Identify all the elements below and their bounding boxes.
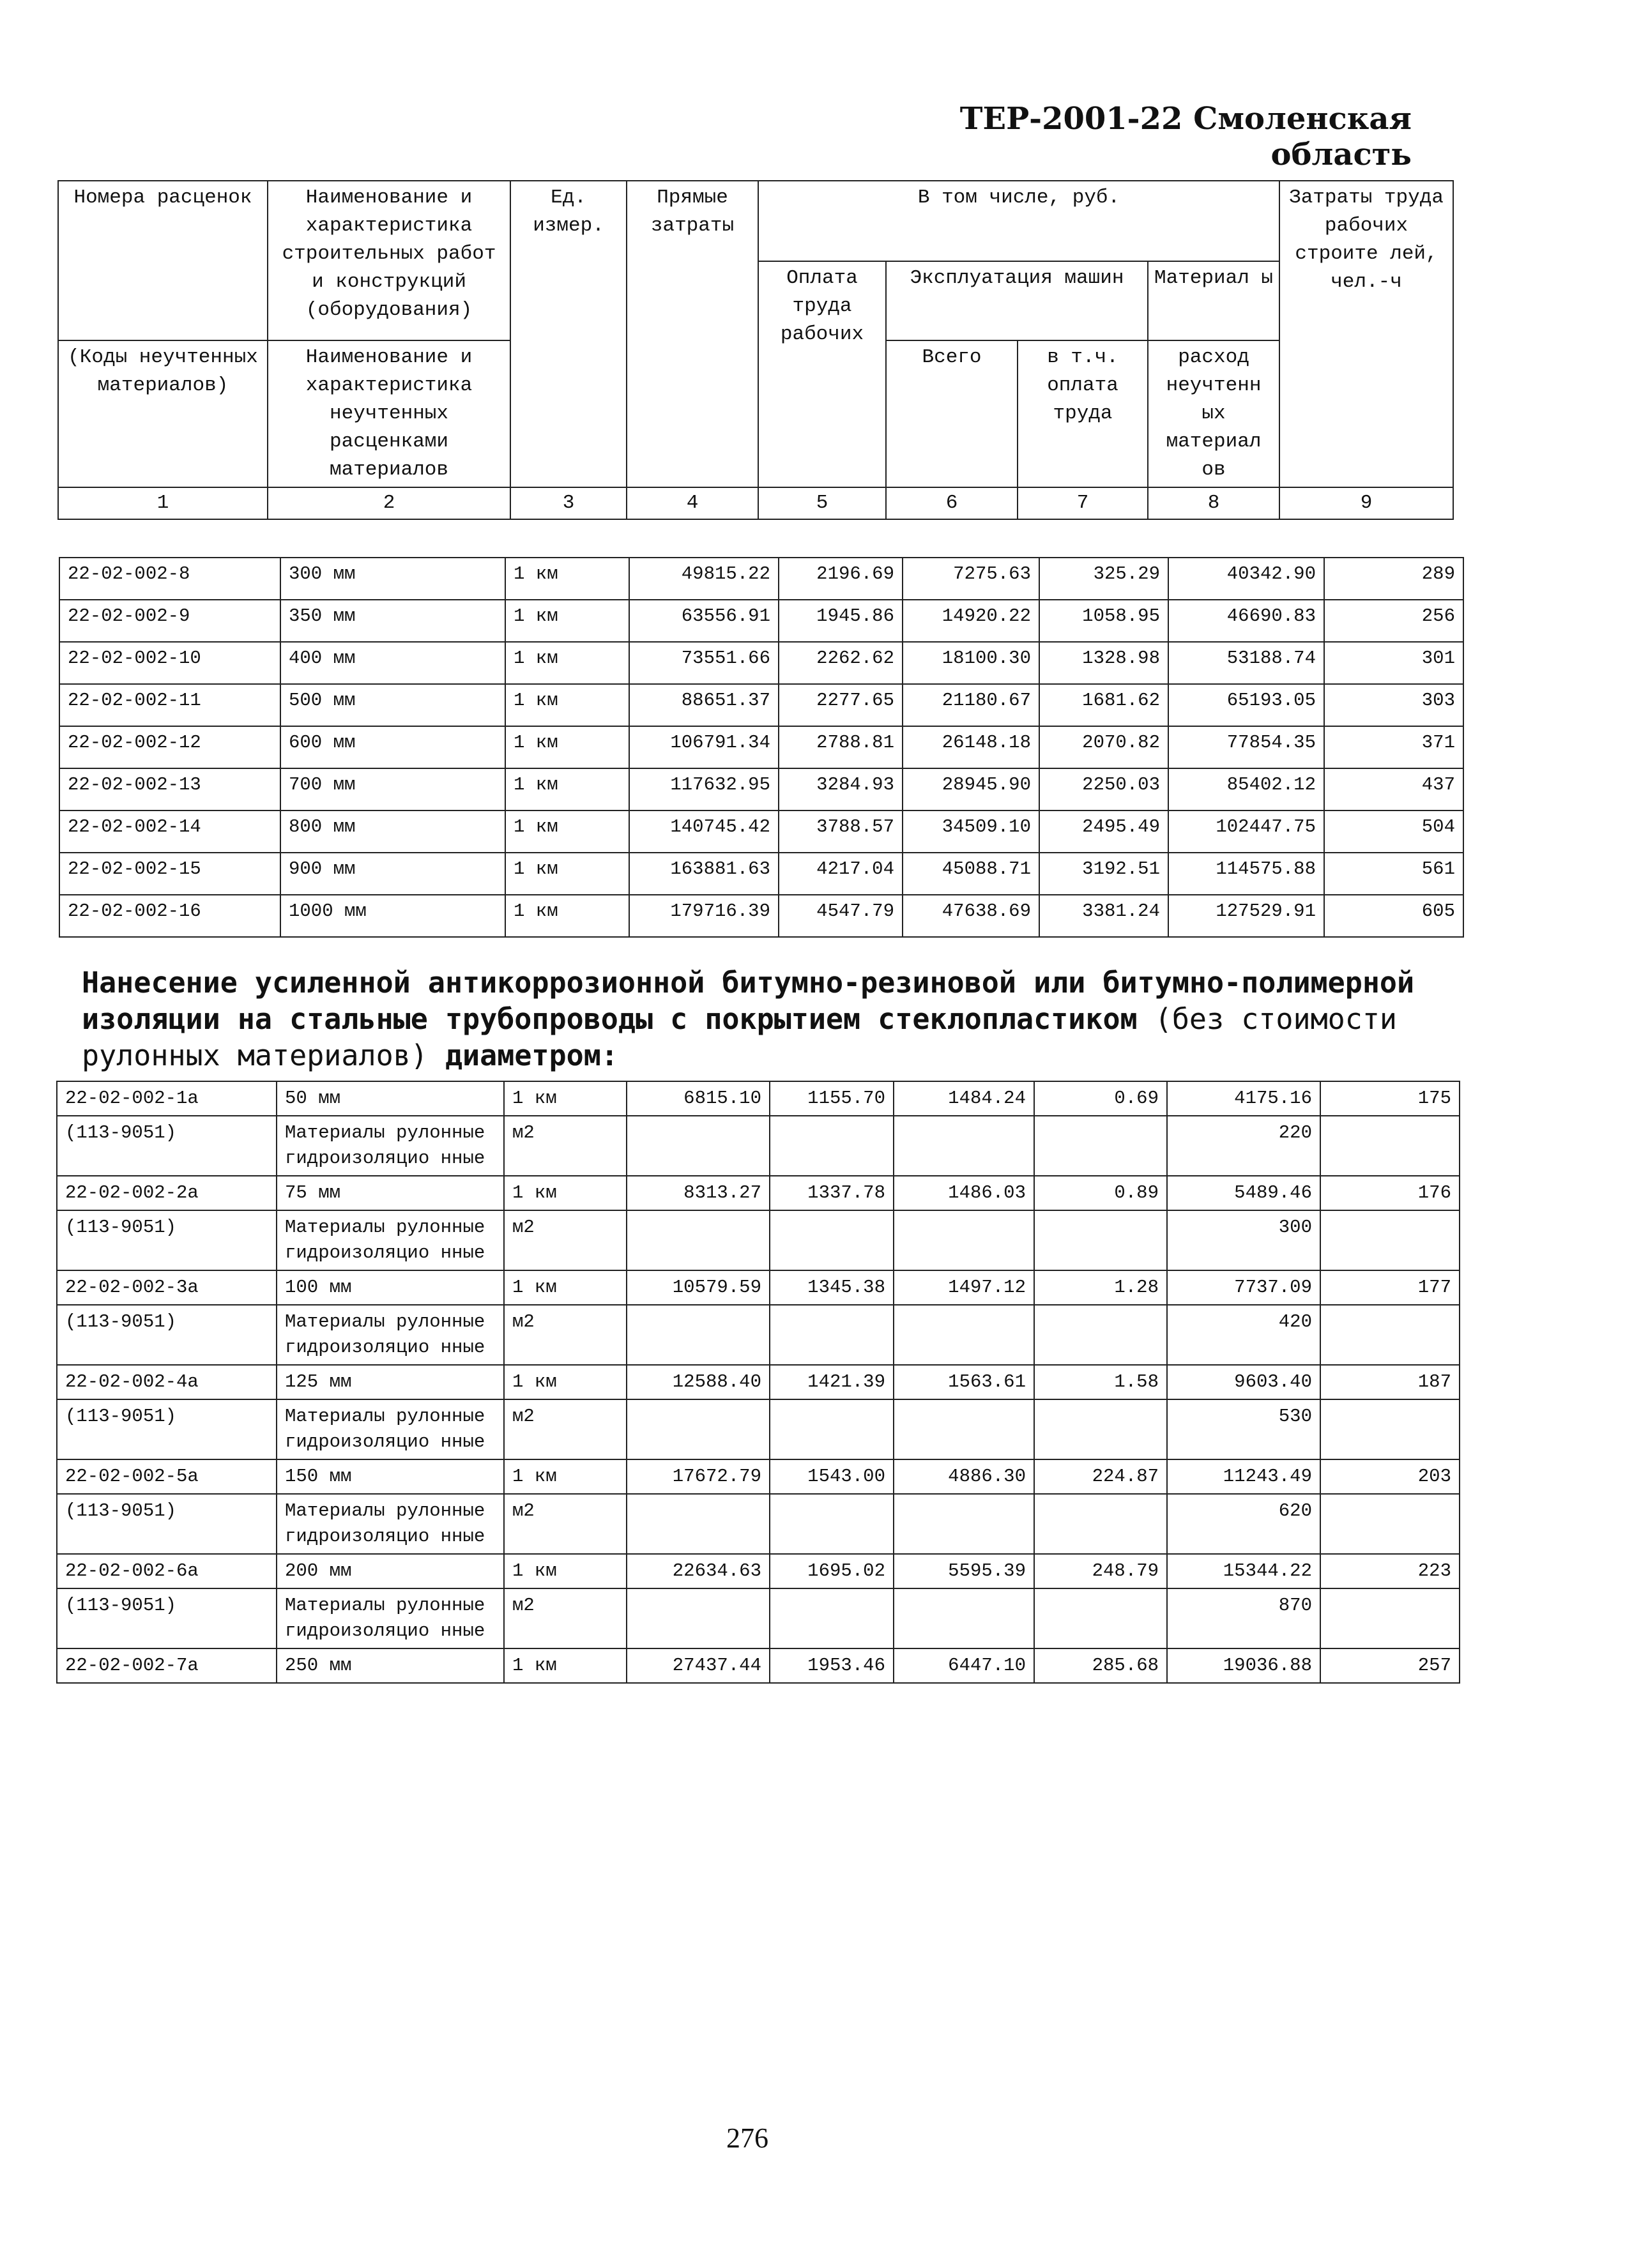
cell-name: 350 мм	[280, 600, 505, 642]
cell-labor-hours: 256	[1324, 600, 1463, 642]
cell-worker-pay	[770, 1210, 894, 1270]
cell-materials: 85402.12	[1168, 768, 1324, 811]
cell-unit: 1 км	[505, 684, 629, 726]
table-row	[59, 726, 1463, 768]
cell-direct-costs: 17672.79	[627, 1459, 770, 1494]
column-number: 4	[627, 487, 758, 519]
cell-materials: 4175.16	[1167, 1081, 1320, 1116]
cell-direct-costs: 63556.91	[629, 600, 779, 642]
cell-name: Материалы рулонные гидроизоляцио нные	[277, 1305, 504, 1365]
cell-labor-hours: 437	[1324, 768, 1463, 811]
cell-unit: м2	[504, 1588, 627, 1648]
cell-direct-costs: 8313.27	[627, 1176, 770, 1210]
cell-materials: 15344.22	[1167, 1554, 1320, 1588]
cell-machines-total: 34509.10	[903, 811, 1039, 853]
cell-worker-pay: 2196.69	[779, 558, 903, 600]
cell-machines-labor: 1328.98	[1039, 642, 1168, 684]
cell-unit: 1 км	[505, 895, 629, 937]
cell-worker-pay: 2277.65	[779, 684, 903, 726]
column-number: 7	[1018, 487, 1148, 519]
cell-unit: 1 км	[504, 1554, 627, 1588]
cell-direct-costs: 179716.39	[629, 895, 779, 937]
cell-machines-labor: 224.87	[1034, 1459, 1167, 1494]
cell-unit: 1 км	[504, 1081, 627, 1116]
cell-labor-hours: 175	[1320, 1081, 1460, 1116]
column-number: 9	[1279, 487, 1453, 519]
table-row	[57, 1494, 1460, 1554]
cell-machines-total: 45088.71	[903, 853, 1039, 895]
cell-labor-hours: 289	[1324, 558, 1463, 600]
cell-materials: 420	[1167, 1305, 1320, 1365]
cell-machines-labor: 3381.24	[1039, 895, 1168, 937]
cell-machines-total: 6447.10	[894, 1648, 1034, 1683]
cell-unit: 1 км	[504, 1270, 627, 1305]
column-number: 5	[758, 487, 886, 519]
cell-name: 800 мм	[280, 811, 505, 853]
cell-direct-costs: 73551.66	[629, 642, 779, 684]
cell-labor-hours: 176	[1320, 1176, 1460, 1210]
cell-direct-costs	[627, 1588, 770, 1648]
cell-direct-costs: 6815.10	[627, 1081, 770, 1116]
cell-code: 22-02-002-2а	[57, 1176, 277, 1210]
column-number: 3	[510, 487, 627, 519]
cell-name: Материалы рулонные гидроизоляцио нные	[277, 1494, 504, 1554]
cell-machines-total: 26148.18	[903, 726, 1039, 768]
cell-machines-labor	[1034, 1494, 1167, 1554]
cell-machines-total	[894, 1588, 1034, 1648]
column-number: 8	[1148, 487, 1279, 519]
cell-unit: 1 км	[504, 1648, 627, 1683]
table-row	[59, 895, 1463, 937]
cell-machines-total: 18100.30	[903, 642, 1039, 684]
cell-code: 22-02-002-15	[59, 853, 280, 895]
header-machines-total: Всего	[886, 340, 1018, 487]
header-machines-labor: в т.ч. оплата труда	[1018, 340, 1148, 487]
cell-direct-costs: 12588.40	[627, 1365, 770, 1399]
cell-materials: 870	[1167, 1588, 1320, 1648]
cell-worker-pay: 1945.86	[779, 600, 903, 642]
cell-labor-hours	[1320, 1210, 1460, 1270]
cell-name: 125 мм	[277, 1365, 504, 1399]
cell-labor-hours	[1320, 1588, 1460, 1648]
cell-direct-costs	[627, 1116, 770, 1176]
column-number: 6	[886, 487, 1018, 519]
cell-code: 22-02-002-8	[59, 558, 280, 600]
cell-materials: 65193.05	[1168, 684, 1324, 726]
header-material-codes: (Коды неучтенных материалов)	[58, 340, 268, 487]
cell-code: 22-02-002-5а	[57, 1459, 277, 1494]
header-materials: Материал ы	[1148, 261, 1279, 340]
cell-unit: м2	[504, 1116, 627, 1176]
cell-labor-hours: 561	[1324, 853, 1463, 895]
cell-code: (113-9051)	[57, 1588, 277, 1648]
cell-unit: 1 км	[504, 1459, 627, 1494]
cell-machines-labor	[1034, 1210, 1167, 1270]
cell-name: Материалы рулонные гидроизоляцио нные	[277, 1399, 504, 1459]
cell-unit: м2	[504, 1305, 627, 1365]
cell-code: 22-02-002-12	[59, 726, 280, 768]
cell-materials: 11243.49	[1167, 1459, 1320, 1494]
cell-direct-costs: 88651.37	[629, 684, 779, 726]
cell-code: (113-9051)	[57, 1210, 277, 1270]
cell-machines-labor: 3192.51	[1039, 853, 1168, 895]
cell-worker-pay	[770, 1116, 894, 1176]
cell-machines-total: 7275.63	[903, 558, 1039, 600]
cell-machines-labor: 0.89	[1034, 1176, 1167, 1210]
cell-machines-labor: 325.29	[1039, 558, 1168, 600]
cell-name: 600 мм	[280, 726, 505, 768]
cell-unit: м2	[504, 1494, 627, 1554]
cell-direct-costs: 27437.44	[627, 1648, 770, 1683]
table-row	[59, 684, 1463, 726]
cell-machines-total: 1563.61	[894, 1365, 1034, 1399]
cell-code: 22-02-002-14	[59, 811, 280, 853]
cell-labor-hours	[1320, 1494, 1460, 1554]
cell-machines-labor: 1058.95	[1039, 600, 1168, 642]
column-number: 2	[268, 487, 510, 519]
cell-unit: 1 км	[504, 1176, 627, 1210]
cell-materials: 220	[1167, 1116, 1320, 1176]
cell-worker-pay	[770, 1588, 894, 1648]
cell-worker-pay: 1421.39	[770, 1365, 894, 1399]
cell-labor-hours: 223	[1320, 1554, 1460, 1588]
cell-worker-pay: 1543.00	[770, 1459, 894, 1494]
cell-code: (113-9051)	[57, 1305, 277, 1365]
cell-machines-labor	[1034, 1305, 1167, 1365]
cell-name: 150 мм	[277, 1459, 504, 1494]
cell-direct-costs: 10579.59	[627, 1270, 770, 1305]
cell-direct-costs: 140745.42	[629, 811, 779, 853]
cell-unit: 1 км	[505, 811, 629, 853]
cell-direct-costs: 163881.63	[629, 853, 779, 895]
section-heading-end: диаметром:	[445, 1039, 618, 1072]
cell-unit: 1 км	[505, 853, 629, 895]
cell-machines-total: 1486.03	[894, 1176, 1034, 1210]
table-row	[59, 558, 1463, 600]
cell-code: 22-02-002-16	[59, 895, 280, 937]
cell-code: (113-9051)	[57, 1494, 277, 1554]
cell-machines-labor: 285.68	[1034, 1648, 1167, 1683]
cell-labor-hours: 257	[1320, 1648, 1460, 1683]
table-row	[59, 642, 1463, 684]
header-worker-pay: Оплата труда рабочих	[758, 261, 886, 487]
cell-machines-labor: 0.69	[1034, 1081, 1167, 1116]
page-title: ТЕР-2001-22 Смоленская область	[959, 101, 1412, 172]
cell-machines-labor: 1681.62	[1039, 684, 1168, 726]
cell-materials: 40342.90	[1168, 558, 1324, 600]
cell-name: 250 мм	[277, 1648, 504, 1683]
cell-code: 22-02-002-6а	[57, 1554, 277, 1588]
cell-name: Материалы рулонные гидроизоляцио нные	[277, 1116, 504, 1176]
rates-table-2	[56, 1081, 1460, 1684]
table-row	[57, 1116, 1460, 1176]
cell-direct-costs: 117632.95	[629, 768, 779, 811]
table-row	[57, 1588, 1460, 1648]
table-row	[57, 1399, 1460, 1459]
page-number: 276	[726, 2122, 768, 2154]
cell-code: 22-02-002-1а	[57, 1081, 277, 1116]
cell-code: (113-9051)	[57, 1399, 277, 1459]
cell-machines-total: 1484.24	[894, 1081, 1034, 1116]
rates-table-1	[59, 557, 1464, 938]
cell-direct-costs	[627, 1399, 770, 1459]
cell-labor-hours: 301	[1324, 642, 1463, 684]
cell-unit: м2	[504, 1210, 627, 1270]
cell-code: 22-02-002-11	[59, 684, 280, 726]
cell-machines-labor	[1034, 1588, 1167, 1648]
cell-unit: м2	[504, 1399, 627, 1459]
cell-machines-total	[894, 1305, 1034, 1365]
cell-worker-pay: 3284.93	[779, 768, 903, 811]
header-unit: Ед. измер.	[510, 181, 627, 487]
header-labor-hours: Затраты труда рабочих строите лей, чел.-ч	[1279, 181, 1453, 487]
table-row	[57, 1270, 1460, 1305]
cell-labor-hours: 504	[1324, 811, 1463, 853]
cell-code: 22-02-002-9	[59, 600, 280, 642]
header-work-name: Наименование и характеристика строительных работ и конструкций (оборудования)	[268, 181, 510, 340]
table-row	[57, 1210, 1460, 1270]
table-row	[59, 600, 1463, 642]
table-row	[57, 1554, 1460, 1588]
cell-code: 22-02-002-3а	[57, 1270, 277, 1305]
cell-labor-hours: 177	[1320, 1270, 1460, 1305]
cell-direct-costs: 106791.34	[629, 726, 779, 768]
cell-direct-costs	[627, 1305, 770, 1365]
cell-worker-pay: 1337.78	[770, 1176, 894, 1210]
header-material-consumption: расход неучтенн ых материал ов	[1148, 340, 1279, 487]
cell-code: 22-02-002-4а	[57, 1365, 277, 1399]
cell-name: Материалы рулонные гидроизоляцио нные	[277, 1210, 504, 1270]
cell-name: 1000 мм	[280, 895, 505, 937]
cell-machines-total	[894, 1210, 1034, 1270]
cell-labor-hours: 303	[1324, 684, 1463, 726]
table-row	[57, 1459, 1460, 1494]
cell-worker-pay: 1953.46	[770, 1648, 894, 1683]
cell-worker-pay: 4217.04	[779, 853, 903, 895]
cell-machines-labor: 1.28	[1034, 1270, 1167, 1305]
cell-materials: 127529.91	[1168, 895, 1324, 937]
cell-labor-hours	[1320, 1305, 1460, 1365]
cell-name: 900 мм	[280, 853, 505, 895]
cell-worker-pay: 1695.02	[770, 1554, 894, 1588]
cell-worker-pay	[770, 1305, 894, 1365]
cell-machines-total: 5595.39	[894, 1554, 1034, 1588]
cell-machines-total: 1497.12	[894, 1270, 1034, 1305]
cell-name: 50 мм	[277, 1081, 504, 1116]
cell-machines-total	[894, 1494, 1034, 1554]
cell-materials: 77854.35	[1168, 726, 1324, 768]
cell-name: 75 мм	[277, 1176, 504, 1210]
cell-labor-hours: 203	[1320, 1459, 1460, 1494]
section-heading	[82, 964, 1449, 1074]
header-rate-numbers: Номера расценок	[58, 181, 268, 340]
cell-materials: 19036.88	[1167, 1648, 1320, 1683]
cell-machines-total: 14920.22	[903, 600, 1039, 642]
table-row	[57, 1176, 1460, 1210]
cell-materials: 114575.88	[1168, 853, 1324, 895]
cell-materials: 620	[1167, 1494, 1320, 1554]
cell-name: 500 мм	[280, 684, 505, 726]
cell-worker-pay: 1345.38	[770, 1270, 894, 1305]
cell-direct-costs: 22634.63	[627, 1554, 770, 1588]
cell-machines-labor: 248.79	[1034, 1554, 1167, 1588]
cell-code: (113-9051)	[57, 1116, 277, 1176]
cell-materials: 300	[1167, 1210, 1320, 1270]
cell-machines-labor: 2495.49	[1039, 811, 1168, 853]
section-heading-bold: Нанесение усиленной антикоррозионной битумно-резиновой или битумно-полимерной изоляции на стальные трубопроводы с покрытием стеклопластиком	[82, 966, 1415, 1036]
table-row	[59, 853, 1463, 895]
cell-machines-total: 4886.30	[894, 1459, 1034, 1494]
cell-labor-hours: 371	[1324, 726, 1463, 768]
cell-name: 200 мм	[277, 1554, 504, 1588]
cell-materials: 530	[1167, 1399, 1320, 1459]
cell-unit: 1 км	[505, 558, 629, 600]
table-row	[57, 1365, 1460, 1399]
cell-code: 22-02-002-10	[59, 642, 280, 684]
table-row	[59, 811, 1463, 853]
cell-labor-hours: 187	[1320, 1365, 1460, 1399]
cell-machines-total	[894, 1116, 1034, 1176]
cell-code: 22-02-002-13	[59, 768, 280, 811]
cell-worker-pay: 2788.81	[779, 726, 903, 768]
cell-materials: 53188.74	[1168, 642, 1324, 684]
header-material-names: Наименование и характеристика неучтенных расценками материалов	[268, 340, 510, 487]
cell-machines-total: 47638.69	[903, 895, 1039, 937]
cell-machines-labor	[1034, 1399, 1167, 1459]
cell-machines-labor: 2070.82	[1039, 726, 1168, 768]
header-including-group: В том числе, руб.	[758, 181, 1279, 261]
section-heading-note: (без стоимости рулонных материалов)	[82, 1002, 1398, 1072]
cell-materials: 102447.75	[1168, 811, 1324, 853]
cell-worker-pay	[770, 1494, 894, 1554]
cell-name: 400 мм	[280, 642, 505, 684]
column-header-table	[57, 180, 1454, 520]
cell-materials: 7737.09	[1167, 1270, 1320, 1305]
header-machine-operation: Эксплуатация машин	[886, 261, 1148, 340]
cell-unit: 1 км	[504, 1365, 627, 1399]
cell-worker-pay	[770, 1399, 894, 1459]
cell-unit: 1 км	[505, 600, 629, 642]
cell-machines-total: 21180.67	[903, 684, 1039, 726]
cell-machines-labor	[1034, 1116, 1167, 1176]
cell-materials: 9603.40	[1167, 1365, 1320, 1399]
cell-unit: 1 км	[505, 726, 629, 768]
cell-machines-labor: 1.58	[1034, 1365, 1167, 1399]
cell-name: 700 мм	[280, 768, 505, 811]
cell-worker-pay: 2262.62	[779, 642, 903, 684]
table-row	[59, 768, 1463, 811]
table-row	[57, 1081, 1460, 1116]
cell-worker-pay: 1155.70	[770, 1081, 894, 1116]
cell-worker-pay: 3788.57	[779, 811, 903, 853]
cell-name: 300 мм	[280, 558, 505, 600]
cell-name: 100 мм	[277, 1270, 504, 1305]
table-row	[57, 1305, 1460, 1365]
cell-direct-costs	[627, 1210, 770, 1270]
cell-machines-total	[894, 1399, 1034, 1459]
cell-unit: 1 км	[505, 768, 629, 811]
cell-machines-labor: 2250.03	[1039, 768, 1168, 811]
cell-direct-costs	[627, 1494, 770, 1554]
cell-direct-costs: 49815.22	[629, 558, 779, 600]
cell-labor-hours: 605	[1324, 895, 1463, 937]
header-direct-costs: Прямые затраты	[627, 181, 758, 487]
cell-labor-hours	[1320, 1116, 1460, 1176]
cell-unit: 1 км	[505, 642, 629, 684]
cell-name: Материалы рулонные гидроизоляцио нные	[277, 1588, 504, 1648]
column-number: 1	[58, 487, 268, 519]
cell-machines-total: 28945.90	[903, 768, 1039, 811]
cell-materials: 46690.83	[1168, 600, 1324, 642]
table-row	[57, 1648, 1460, 1683]
cell-materials: 5489.46	[1167, 1176, 1320, 1210]
cell-worker-pay: 4547.79	[779, 895, 903, 937]
cell-labor-hours	[1320, 1399, 1460, 1459]
cell-code: 22-02-002-7а	[57, 1648, 277, 1683]
